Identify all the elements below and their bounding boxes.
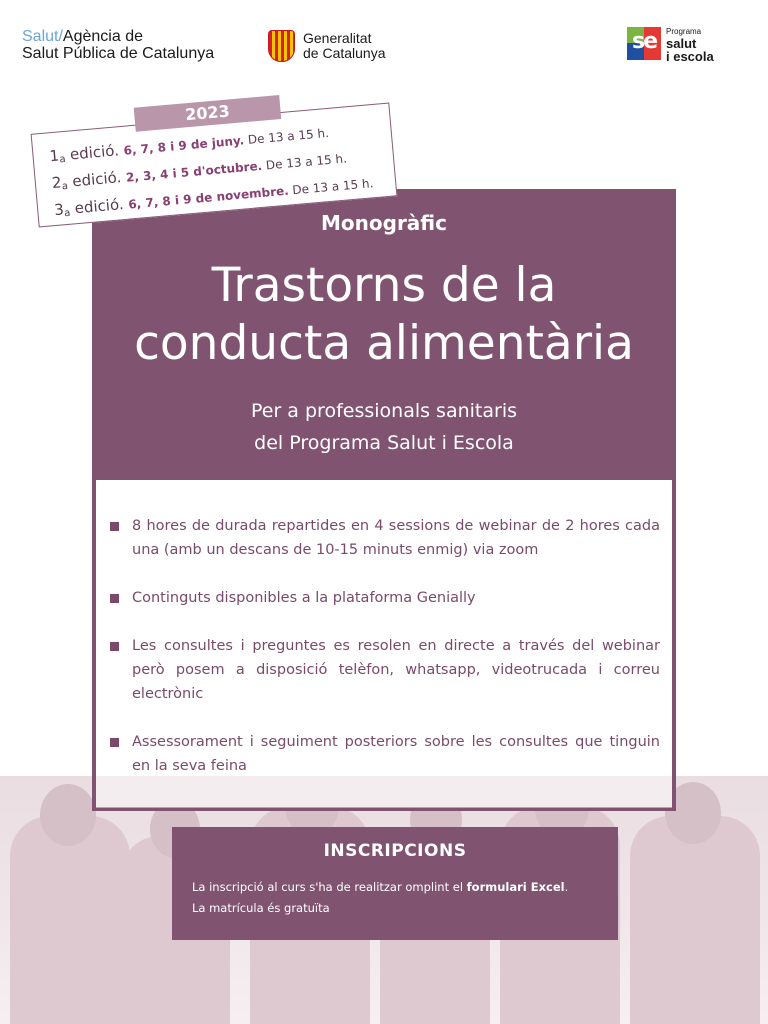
registration-info (192, 877, 568, 919)
se-icon-letters: se (631, 29, 656, 54)
edition-dates: 6, 7, 8 i 9 de novembre. (127, 183, 290, 212)
course-panel (92, 189, 676, 811)
registration-text-post: . (564, 880, 569, 894)
edition-ordinal: a (61, 180, 69, 193)
aspcat-logo (22, 28, 214, 62)
registration-free-note: La matrícula és gratuïta (192, 901, 330, 915)
course-type: Monogràfic (321, 211, 447, 235)
edition-number: 1 (48, 146, 60, 166)
square-bullet-icon (110, 522, 119, 531)
course-audience-line2: del Programa Salut i Escola (254, 432, 514, 454)
list-item (110, 514, 660, 562)
course-details (96, 480, 672, 807)
generalitat-line2: de Catalunya (303, 45, 386, 61)
course-title (92, 257, 676, 373)
square-bullet-icon (110, 738, 119, 747)
salut-escola-icon (627, 27, 661, 60)
edition-time: De 13 a 15 h. (261, 151, 348, 173)
registration-text-pre: La inscripció al curs s'ha de realitzar omplint el (192, 880, 467, 894)
aspcat-salut: Salut/ (22, 28, 63, 45)
edition-time: De 13 a 15 h. (243, 125, 330, 148)
edition-time: De 13 a 15 h. (288, 176, 374, 198)
course-title-line2: conducta alimentària (134, 316, 634, 371)
aspcat-line2: Salut Pública de Catalunya (22, 45, 215, 62)
edition-number: 2 (51, 173, 63, 193)
course-audience-line1: Per a professionals sanitaris (250, 400, 517, 422)
course-header (92, 189, 676, 479)
programa-salut-escola-logo (627, 27, 714, 63)
edition-ordinal: a (59, 153, 67, 166)
year-badge: 2023 (134, 95, 282, 132)
registration-title: INSCRIPCIONS (323, 841, 467, 861)
senyera-shield-icon (268, 30, 295, 62)
list-item-text: 8 hores de durada repartides en 4 sessions de webinar de 2 hores cada una (amb un descans de 10-15 minuts enmig) via zoom (132, 518, 660, 558)
list-item-text: Assessorament i seguiment posteriors sobre les consultes que tinguin en la seva feina (132, 734, 660, 774)
programa-line1: salut (666, 36, 697, 51)
generalitat-line1: Generalitat (303, 30, 372, 46)
excel-form-link[interactable]: formulari Excel (466, 880, 565, 894)
list-item (110, 730, 660, 778)
square-bullet-icon (110, 594, 119, 603)
list-item (110, 634, 660, 706)
edition-label: edició. (69, 194, 130, 218)
edition-label: edició. (64, 140, 125, 164)
aspcat-line1: Agència de (62, 28, 143, 45)
list-item-text: Les consultes i preguntes es resolen en directe a través del webinar però posem a disposició telèfon, whatsapp, videotrucada i correu electrònic (132, 638, 660, 702)
edition-number: 3 (53, 200, 65, 220)
programa-line2: i escola (666, 49, 714, 64)
photo-overlay (96, 776, 672, 808)
generalitat-logo (268, 30, 386, 62)
edition-dates: 2, 3, 4 i 5 d'octubre. (125, 158, 263, 185)
course-title-line1: Trastorns de la (211, 258, 557, 313)
edition-ordinal: a (63, 207, 71, 220)
square-bullet-icon (110, 642, 119, 651)
list-item (110, 586, 660, 610)
course-features-list (110, 514, 660, 802)
list-item-text: Continguts disponibles a la plataforma Genially (132, 590, 476, 606)
edition-label: edició. (66, 167, 127, 191)
course-audience (92, 395, 676, 459)
edition-dates: 6, 7, 8 i 9 de juny. (123, 133, 245, 158)
programa-label: Programa (666, 27, 702, 36)
registration-box (172, 827, 618, 940)
